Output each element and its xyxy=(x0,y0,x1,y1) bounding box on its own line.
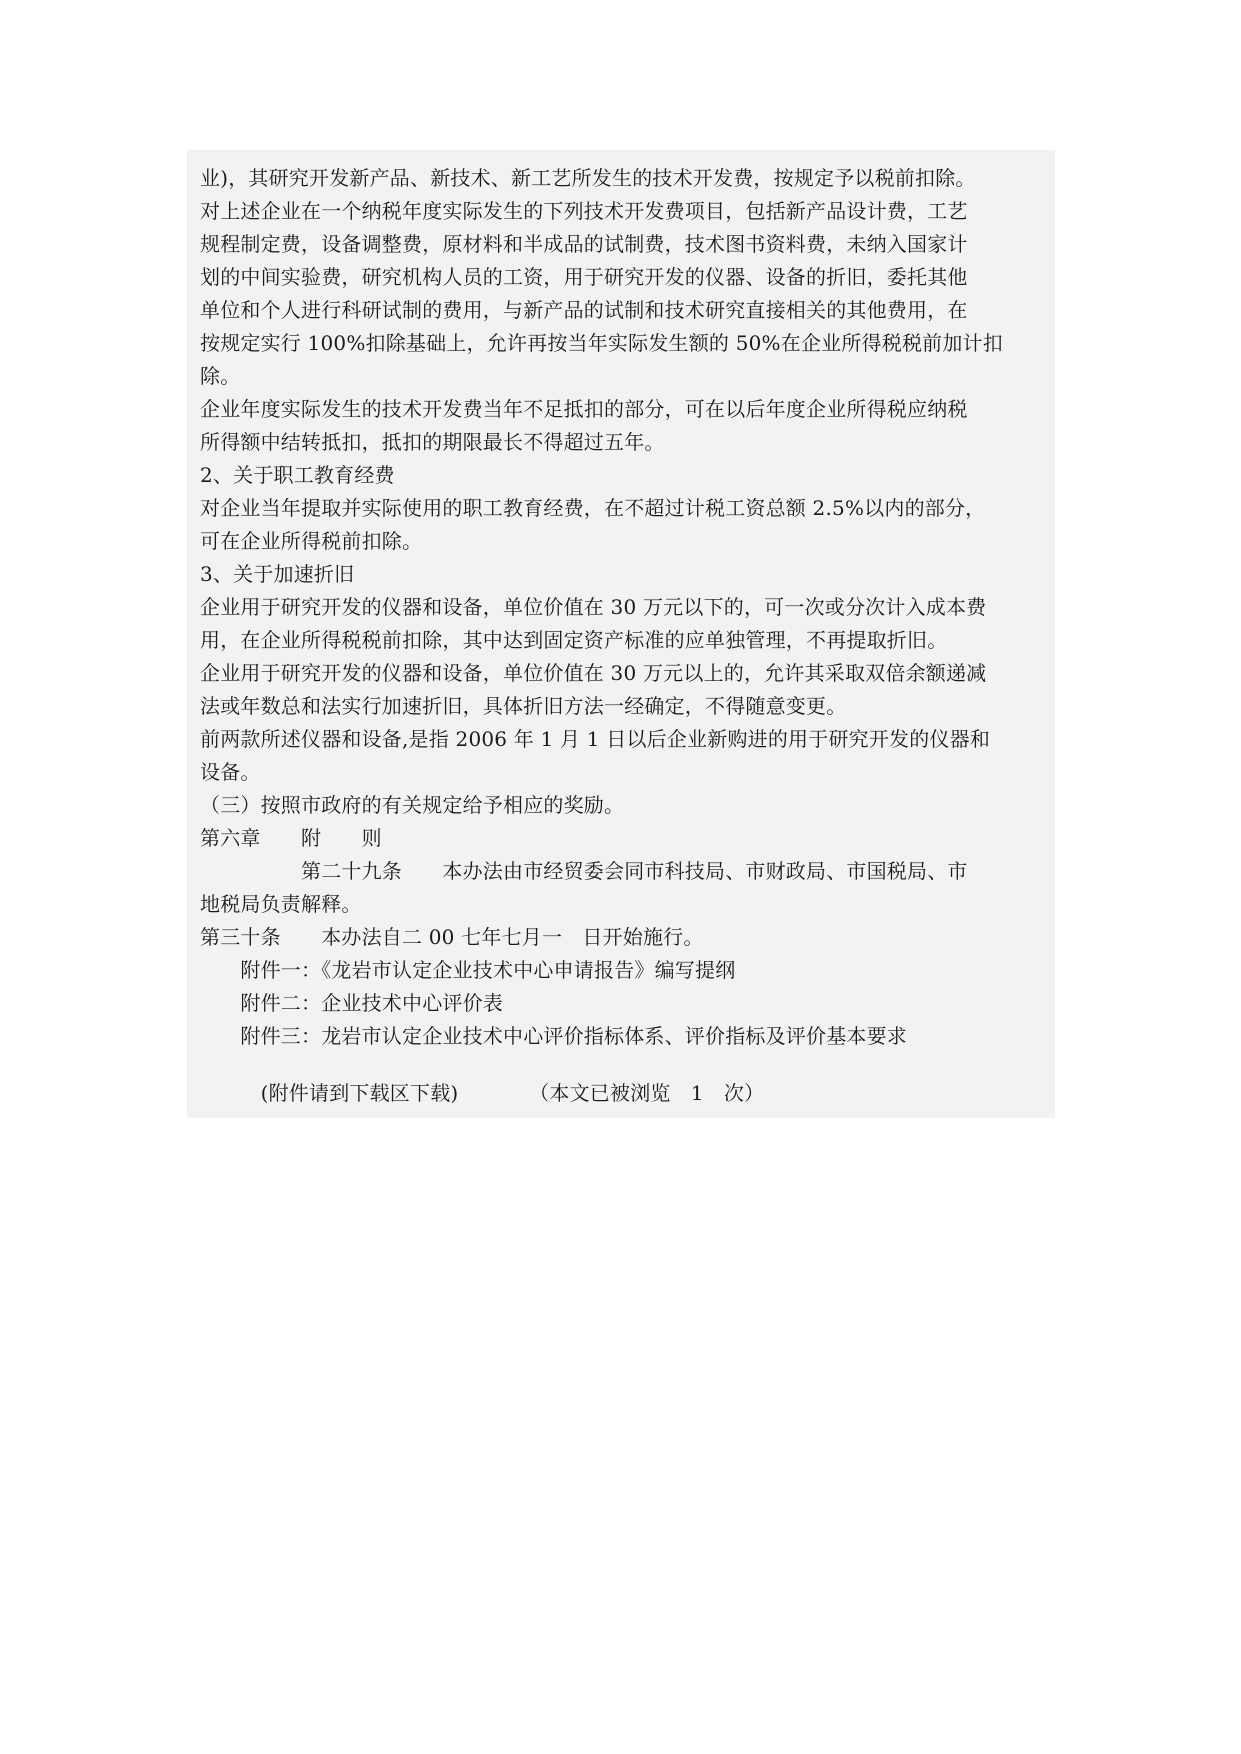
text-line: 除。 xyxy=(200,364,241,388)
text-line: 企业年度实际发生的技术开发费当年不足抵扣的部分，可在以后年度企业所得税应纳税 xyxy=(200,397,968,421)
text-line: 可在企业所得税前扣除。 xyxy=(200,529,423,553)
text-line: 规程制定费，设备调整费，原材料和半成品的试制费，技术图书资料费，未纳入国家计 xyxy=(200,232,968,256)
text-line: 法或年数总和法实行加速折旧，具体折旧方法一经确定，不得随意变更。 xyxy=(200,694,847,718)
attachment-item: 附件一：《龙岩市认定企业技术中心申请报告》编写提纲 xyxy=(200,958,736,982)
attachment-item: 附件三：龙岩市认定企业技术中心评价指标体系、评价指标及评价基本要求 xyxy=(200,1024,907,1048)
text-line: 业)，其研究开发新产品、新技术、新工艺所发生的技术开发费，按规定予以税前扣除。 xyxy=(200,166,976,190)
section-heading: 2、关于职工教育经费 xyxy=(200,463,395,487)
section-heading: 3、关于加速折旧 xyxy=(200,562,355,586)
text-line: （三）按照市政府的有关规定给予相应的奖励。 xyxy=(200,793,625,817)
document-panel xyxy=(187,150,1055,1118)
text-line: 对企业当年提取并实际使用的职工教育经费，在不超过计税工资总额 2.5%以内的部分， xyxy=(200,496,986,520)
attachment-item: 附件二：企业技术中心评价表 xyxy=(200,991,503,1015)
spacer xyxy=(200,1053,1045,1077)
text-line: 企业用于研究开发的仪器和设备，单位价值在 30 万元以下的，可一次或分次计入成本费 xyxy=(200,595,987,619)
text-line: 按规定实行 100%扣除基础上，允许再按当年实际发生额的 50%在企业所得税税前加计扣 xyxy=(200,331,1003,355)
article-line: 第三十条 本办法自二 00 七年七月一 日开始施行。 xyxy=(200,925,704,949)
chapter-heading: 第六章 附 则 xyxy=(200,826,382,850)
footer-line xyxy=(200,1077,1045,1110)
text-line: 划的中间实验费，研究机构人员的工资，用于研究开发的仪器、设备的折旧，委托其他 xyxy=(200,265,968,289)
text-line: 单位和个人进行科研试制的费用，与新产品的试制和技术研究直接相关的其他费用，在 xyxy=(200,298,968,322)
text-line: 对上述企业在一个纳税年度实际发生的下列技术开发费项目，包括新产品设计费，工艺 xyxy=(200,199,968,223)
text-line: 前两款所述仪器和设备,是指 2006 年 1 月 1 日以后企业新购进的用于研究开发的仪器和 xyxy=(200,727,991,751)
text-line: 用，在企业所得税税前扣除，其中达到固定资产标准的应单独管理，不再提取折旧。 xyxy=(200,628,948,652)
text-line: 地税局负责解释。 xyxy=(200,892,362,916)
text-line: 设备。 xyxy=(200,760,261,784)
text-line: 企业用于研究开发的仪器和设备，单位价值在 30 万元以上的，允许其采取双倍余额递减 xyxy=(200,661,987,685)
article-line: 第二十九条 本办法由市经贸委会同市科技局、市财政局、市国税局、市 xyxy=(200,859,968,883)
text-line: 所得额中结转抵扣，抵扣的期限最长不得超过五年。 xyxy=(200,430,665,454)
view-count-note: （本文已被浏览 1 次） xyxy=(458,1081,765,1105)
download-note: (附件请到下载区下载) xyxy=(200,1081,459,1105)
